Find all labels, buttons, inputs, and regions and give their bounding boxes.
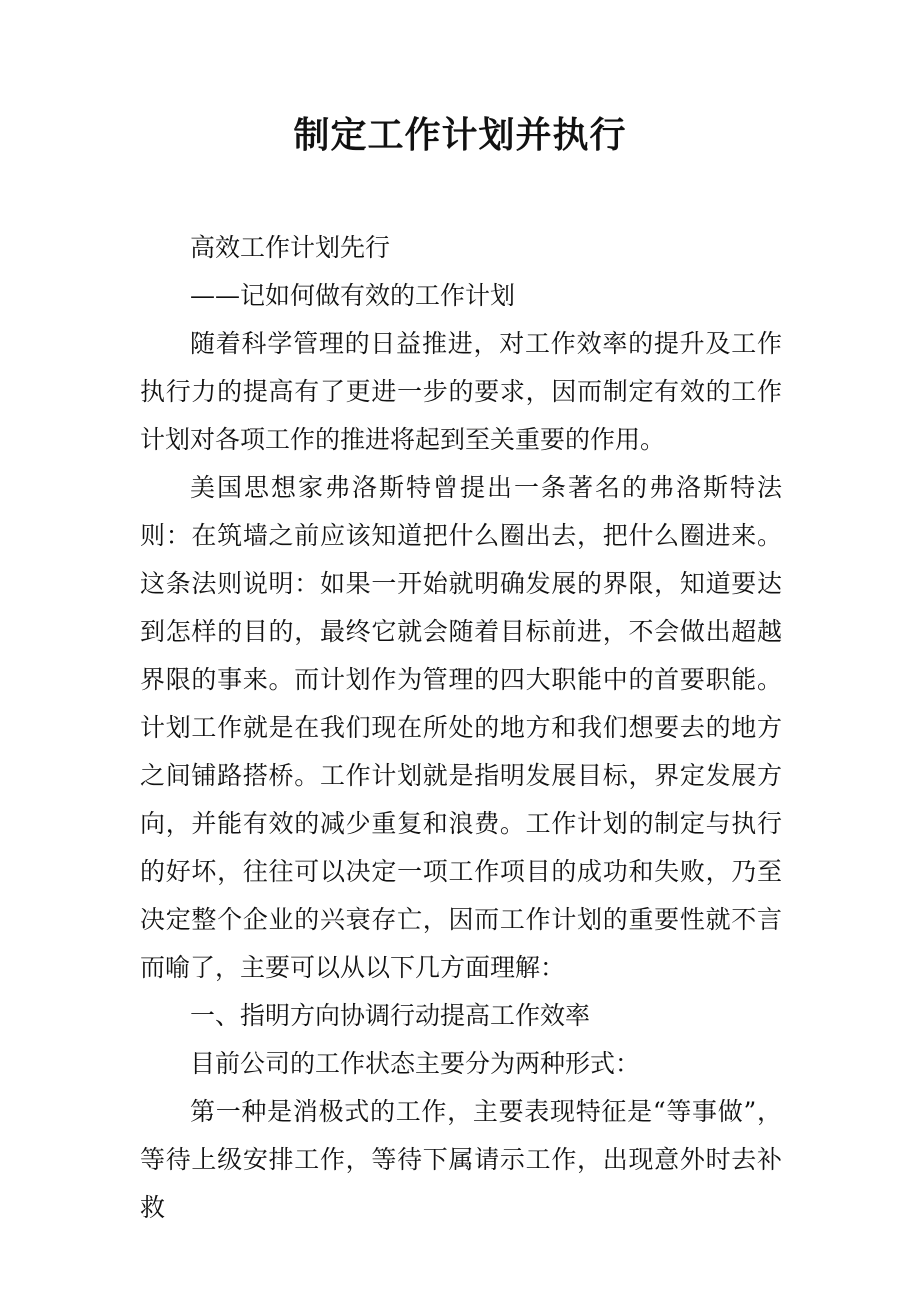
- document-title: 制定工作计划并执行: [293, 115, 627, 156]
- paragraph-work-states: 目前公司的工作状态主要分为两种形式：: [190, 1049, 641, 1078]
- section-heading-1: 一、指明方向协调行动提高工作效率: [190, 1001, 591, 1030]
- paragraph-intro: 随着科学管理的日益推进，对工作效率的提升及工作执行力的提高有了更进一步的要求，因而制定有效的工作计划对各项工作的推进将起到至关重要的作用。: [140, 329, 782, 454]
- paragraph-passive-work: 第一种是消极式的工作，主要表现特征是“等事做”，等待上级安排工作，等待下属请示工作，出现意外时去补救: [140, 1097, 782, 1222]
- paragraph-frost-law: 美国思想家弗洛斯特曾提出一条著名的弗洛斯特法则：在筑墙之前应该知道把什么圈出去，把什么圈进来。这条法则说明：如果一开始就明确发展的界限，知道要达到怎样的目的，最终它就会随着目标前进，不会做出超越界限的事来。而计划作为管理的四大职能中的首要职能。计划工作就是在我们现在所处的地方和我们想要去的地方之间铺路搭桥。工作计划就是指明发展目标，界定发展方向，并能有效的减少重复和浪费。工作计划的制定与执行的好坏，往往可以决定一项工作项目的成功和失败，乃至决定整个企业的兴衰存亡，因而工作计划的重要性就不言而喻了，主要可以从以下几方面理解：: [140, 473, 782, 982]
- paragraph-subheading: ——记如何做有效的工作计划: [190, 281, 516, 310]
- document-body: [140, 224, 782, 1232]
- paragraph-subtitle: 高效工作计划先行: [190, 233, 391, 262]
